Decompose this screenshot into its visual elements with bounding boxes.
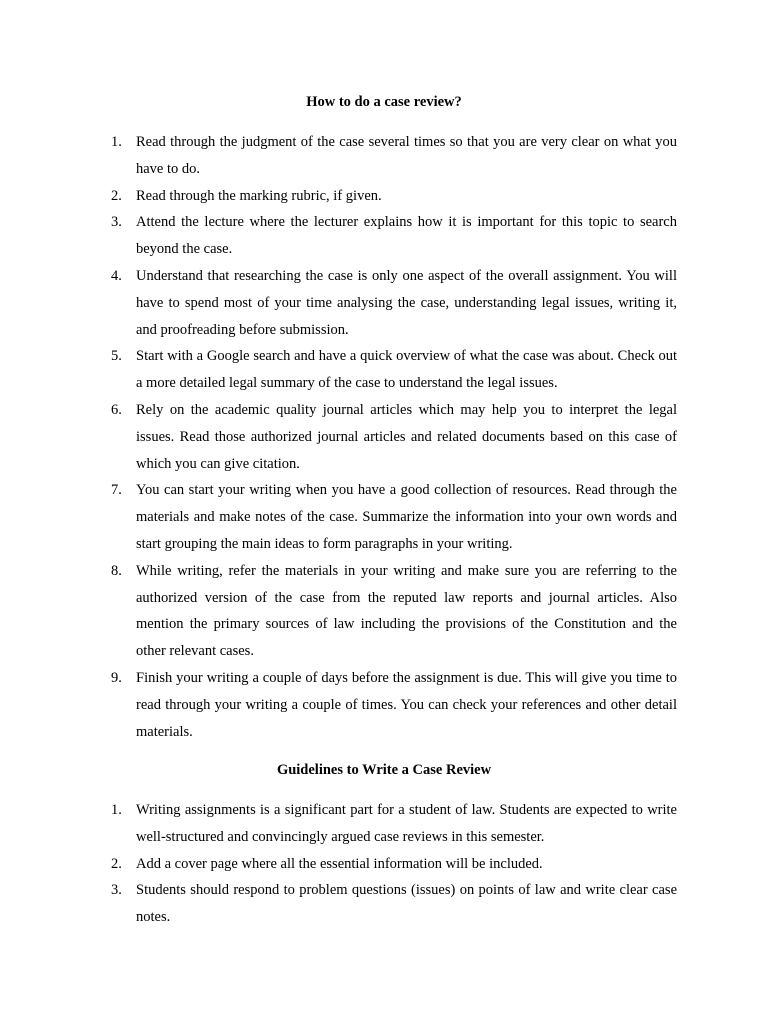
item-number: 2. [111,855,122,872]
list-item [0,263,677,343]
item-text: Attend the lecture where the lecturer explains how it is important for this topic to search beyond the case. [136,214,677,258]
item-text: Students should respond to problem questions (issues) on points of law and write clear case notes. [136,882,677,926]
item-number: 3. [111,214,122,231]
item-text: Finish your writing a couple of days before the assignment is due. This will give you time to read through your writing a couple of times. You can check your references and other detail materials. [136,669,677,740]
item-text: Rely on the academic quality journal articles which may help you to interpret the legal issues. Read those authorized journal articles and related documents based on this case of which you can give citation. [136,401,677,472]
item-text: Read through the marking rubric, if given. [136,187,382,204]
list-item [0,851,677,878]
list-item [0,877,677,931]
item-number: 8. [111,562,122,579]
list-item [0,477,677,557]
list-item [0,129,677,183]
item-text: You can start your writing when you have a good collection of resources. Read through the materials and make notes of the case. Summarize the information into your own words and start grouping the main ideas to form paragraphs in your writing. [136,482,677,552]
item-number: 3. [111,882,122,899]
list-item [0,558,677,665]
item-number: 6. [111,401,122,418]
item-number: 4. [111,267,122,284]
section-heading: How to do a case review? [306,94,462,110]
list-item [0,397,677,477]
steps-list [0,129,677,745]
item-text: Writing assignments is a significant part for a student of law. Students are expected to write well-structured and convincingly argued case reviews in this semester. [136,802,677,845]
item-text: Understand that researching the case is only one aspect of the overall assignment. You will have to spend most of your time analysing the case, understanding legal issues, writing it, and proofreading before submission. [136,267,677,338]
list-item [0,797,677,851]
section-heading: Guidelines to Write a Case Review [276,762,492,778]
guidelines-list [0,797,677,931]
item-number: 1. [111,134,122,150]
item-number: 7. [111,482,122,499]
item-number: 5. [111,348,122,365]
item-number: 2. [111,187,122,204]
item-text: While writing, refer the materials in your writing and make sure you are referring to the authorized version of the case from the reputed law reports and journal articles. Also mention the primary sources of law including the provisions of the Constitution and the other relevant cases. [136,562,677,660]
item-text: Read through the judgment of the case several times so that you are very clear on what you have to do. [136,134,677,177]
list-item [0,665,677,745]
item-text: Start with a Google search and have a quick overview of what the case was about. Check out a more detailed legal summary of the case to understand the legal issues. [136,348,677,392]
list-item [0,209,677,263]
item-text: Add a cover page where all the essential information will be included. [136,855,543,872]
item-number: 1. [111,802,122,818]
item-number: 9. [111,669,122,686]
list-item [0,343,677,397]
list-item [0,183,677,210]
